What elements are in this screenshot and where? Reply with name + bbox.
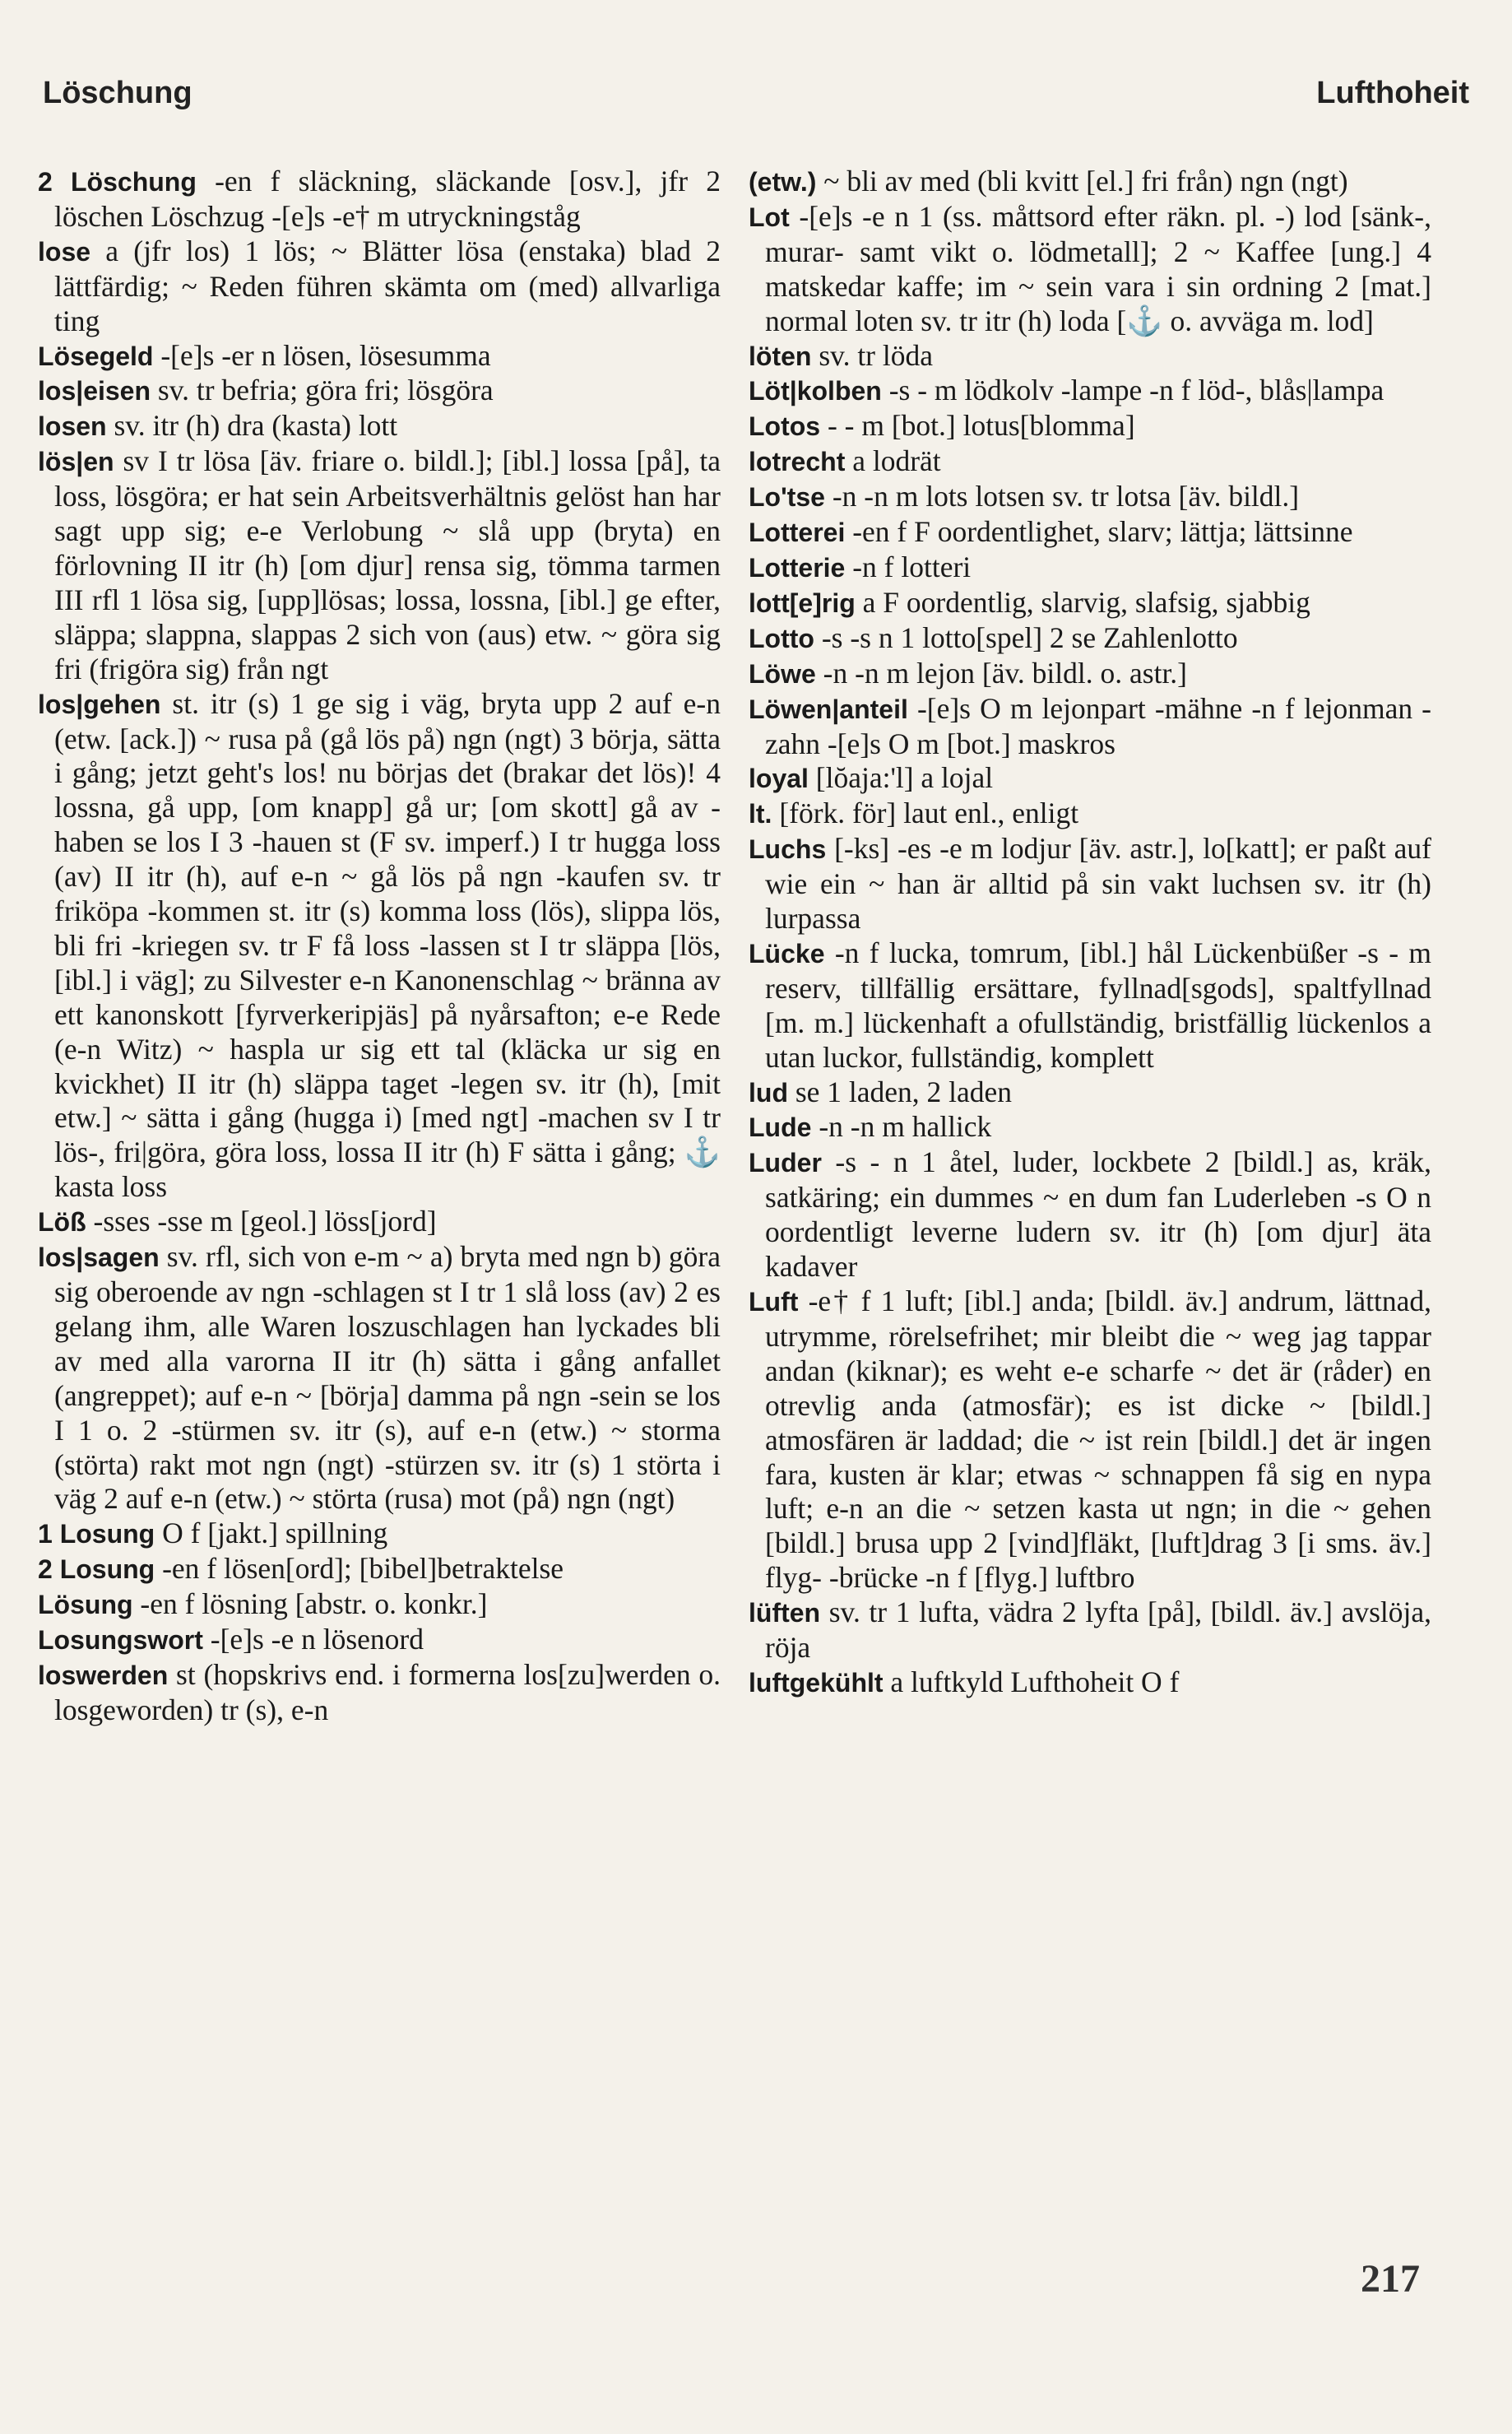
entry: Luder -s - n 1 åtel, luder, lockbete 2 [bildl.] as, kräk, satkäring; ein dummes ~ en dum fan Luderleben -s O n oordentligt leverne ludern sv. itr (h) [om djur] äta kadaver xyxy=(749,1145,1431,1284)
entry: Löwen|anteil -[e]s O m lejonpart -mähne -n f lejonman -zahn -[e]s O m [bot.] maskros xyxy=(749,691,1431,760)
headword: Löß xyxy=(38,1207,86,1238)
headword: los|eisen xyxy=(38,376,151,406)
headword: Lotto xyxy=(749,623,814,653)
headword: Löwen|anteil xyxy=(749,694,908,724)
entry: los|sagen sv. rfl, sich von e-m ~ a) bryta med ngn b) göra sig oberoende av ngn -schlagen st I tr 1 slå loss (av) 2 es gelang ihm, alle Waren loszuschlagen han lyckades bli av med alla varorna II itr (h) sätta i gång anfallet (angreppet); auf e-n ~ [börja] damma på ngn -sein se los I 1 o. 2 -stürmen sv. itr (s), auf e-n (etw.) ~ storma (störta) rakt mot ngn (ngt) -stürzen sv. itr (s) 1 störta i väg 2 auf e-n (etw.) ~ störta (rusa) mot (på) ngn (ngt) xyxy=(38,1240,721,1516)
entry: lös|en sv I tr lösa [äv. friare o. bildl.]; [ibl.] lossa [på], ta loss, lösgöra; er hat sein Arbeitsverhältnis gelöst han har sagt upp sig; e-e Verlobung ~ slå upp (bryta) en förlovning II itr (h) [om djur] rensa sig, tömma tarmen III rfl 1 lösa sig, [upp]lösas; lossa, lossna, [ibl.] ge efter, släppa; slappna, slappas 2 sich von (aus) etw. ~ göra sig fri (frigöra sig) från ngt xyxy=(38,444,721,685)
headword: loyal xyxy=(749,764,809,794)
headword: Lösegeld xyxy=(38,341,154,371)
entry: Lotterie -n f lotteri xyxy=(749,550,972,583)
entry: Lotto -s -s n 1 lotto[spel] 2 se Zahlenlotto xyxy=(749,620,1238,654)
entry: lud se 1 laden, 2 laden xyxy=(749,1075,1013,1108)
headword: lotrecht xyxy=(749,447,846,477)
headword: Luchs xyxy=(749,834,827,865)
headword: lös|en xyxy=(38,447,114,477)
headword: Lotterie xyxy=(749,552,846,583)
header-left-guideword: Löschung xyxy=(43,76,192,110)
headword: luftgekühlt xyxy=(749,1667,884,1698)
headword: Lude xyxy=(749,1112,812,1143)
headword: lott[e]rig xyxy=(749,588,856,618)
headword: los|gehen xyxy=(38,689,161,719)
headword: loswerden xyxy=(38,1660,169,1690)
headword: Lot xyxy=(749,202,790,232)
entry: Lo'tse -n -n m lots lotsen sv. tr lotsa [äv. bildl.] xyxy=(749,480,1300,513)
entry: Löt|kolben -s - m lödkolv -lampe -n f löd-, blås|lampa xyxy=(749,374,1384,407)
headword: Löwe xyxy=(749,658,816,689)
headword: lud xyxy=(749,1077,788,1108)
left-column xyxy=(38,165,721,1728)
headword: Lo'tse xyxy=(749,482,825,513)
entry: loyal [lŏaja:'l] a lojal xyxy=(749,761,994,795)
headword: Löt|kolben xyxy=(749,376,882,406)
headword: lüften xyxy=(749,1598,821,1628)
headword: losen xyxy=(38,411,107,442)
header-right-guideword: Lufthoheit xyxy=(1316,76,1469,110)
entry: Luft -e† f 1 luft; [ibl.] anda; [bildl. äv.] andrum, lättnad, utrymme, rörelsefrihet; mir bleibt die ~ weg jag tappar andan (kiknar); es weht e-e scharfe ~ det är (råder) en otrevlig anda (atmosfär); es ist dicke ~ [bildl.] atmosfären är laddad; die ~ ist rein [bildl.] det är ingen fara, kusten är klar; etwas ~ schnappen få sig en nypa luft; e-n an die ~ setzen kasta ut ngn; in die ~ gehen [bildl.] brusa upp 2 [vind]fläkt, [luft]drag 3 [i sms. äv.] flyg- -brücke -n f [flyg.] luftbro xyxy=(749,1284,1431,1595)
entry: lüften sv. tr 1 lufta, vädra 2 lyfta [på], [bildl. äv.] avslöja, röja xyxy=(749,1596,1431,1665)
entry: lotrecht a lodrät xyxy=(749,444,941,478)
entry: 2 Löschung -en f släckning, släckande [osv.], jfr 2 löschen Löschzug -[e]s -e† m utryckningståg xyxy=(38,165,721,233)
headword: Lotterei xyxy=(749,518,846,548)
entry: Lot -[e]s -e n 1 (ss. måttsord efter räkn. pl. -) lod [sänk-, murar- samt vikt o. lödmetall]; 2 ~ Kaffee [ung.] 4 matskedar kaffe; im ~ sein vara i sin ordning 2 [mat.] normal loten sv. tr itr (h) loda [⚓ o. avväga m. lod] xyxy=(749,199,1431,337)
headword: Luft xyxy=(749,1287,799,1317)
headword: (etw.) xyxy=(749,167,817,197)
headword: 2 Löschung xyxy=(38,167,197,197)
entry: Löß -sses -sse m [geol.] löss[jord] xyxy=(38,1205,437,1238)
entry: Luchs [-ks] -es -e m lodjur [äv. astr.], lo[katt]; er paßt auf wie ein ~ han är alltid på sin vakt luchsen sv. itr (h) lurpassa xyxy=(749,832,1431,936)
entry: los|gehen st. itr (s) 1 ge sig i väg, bryta upp 2 auf e-n (etw. [ack.]) ~ rusa på (gå lös på) ngn (ngt) 3 börja, sätta i gång; jetzt geht's los! nu börjas det (brakar det lös)! 4 lossna, gå upp, [om knapp] gå ur; [om skott] gå av -haben se los I 3 -hauen st (F sv. imperf.) I tr hugga loss (av) II itr (h), auf e-n ~ gå lös på ngn -kaufen sv. tr friköpa -kommen st. itr (s) komma loss (lös), slippa lös, bli fri -kriegen sv. tr F få loss -lassen st I tr släppa [lös, [ibl.] i väg]; zu Silvester e-n Kanonenschlag ~ bränna av ett kanonskott [fyrverkeripjäs] på nyårsafton; e-e Rede (e-n Witz) ~ haspla ur sig ett tal (kläcka ur sig en kvickhet) II itr (h) släppa taget -legen sv. itr (h), [mit etw.] ~ sätta i gång (hugga i) [med ngt] -machen sv I tr lös-, fri|göra, göra loss, lossa II itr (h) F sätta i gång; ⚓ kasta loss xyxy=(38,686,721,1204)
headword: 1 Losung xyxy=(38,1519,155,1549)
right-column xyxy=(749,165,1431,1701)
headword: Lücke xyxy=(749,938,825,968)
entry: lt. [förk. för] laut enl., enligt xyxy=(749,797,1079,830)
entry: lose a (jfr los) 1 lös; ~ Blätter lösa (enstaka) blad 2 lättfärdig; ~ Reden führen skämta om (med) allvarliga ting xyxy=(38,234,721,337)
entry: (etw.) ~ bli av med (bli kvitt [el.] fri från) ngn (ngt) xyxy=(749,165,1348,197)
headword: lose xyxy=(38,236,91,267)
headword: Luder xyxy=(749,1148,822,1178)
entry: Lotos - - m [bot.] lotus[blomma] xyxy=(749,409,1135,443)
headword: Losungswort xyxy=(38,1625,203,1656)
entry: los|eisen sv. tr befria; göra fri; lösgöra xyxy=(38,374,494,407)
entry: 1 Losung O f [jakt.] spillning xyxy=(38,1517,388,1550)
entry: Losungswort -[e]s -e n lösenord xyxy=(38,1623,424,1656)
headword: lt. xyxy=(749,799,772,829)
entry: Lude -n -n m hallick xyxy=(749,1110,992,1144)
entry: Lücke -n f lucka, tomrum, [ibl.] hål Lückenbüßer -s - m reserv, tillfällig ersättare, fyllnad[sgods], spaltfyllnad [m. m.] lückenhaft a ofullständig, bristfällig lückenlos a utan luckor, fullständig, komplett xyxy=(749,936,1431,1074)
entry: Löwe -n -n m lejon [äv. bildl. o. astr.] xyxy=(749,656,1188,690)
entry: lott[e]rig a F oordentlig, slarvig, slafsig, sjabbig xyxy=(749,585,1310,619)
headword: Lösung xyxy=(38,1590,133,1620)
entry: luftgekühlt a luftkyld Lufthoheit O f xyxy=(749,1665,1180,1698)
headword: löten xyxy=(749,341,812,371)
running-header xyxy=(43,76,1469,111)
entry: losen sv. itr (h) dra (kasta) lott xyxy=(38,409,398,443)
entry: Lotterei -en f F oordentlighet, slarv; lättja; lättsinne xyxy=(749,515,1353,549)
entry: löten sv. tr löda xyxy=(749,338,934,372)
headword: los|sagen xyxy=(38,1243,160,1273)
entry: loswerden st (hopskrivs end. i formerna los[zu]werden o. losgeworden) tr (s), e-n xyxy=(38,1657,721,1726)
entry: Lösung -en f lösning [abstr. o. konkr.] xyxy=(38,1587,488,1621)
headword: 2 Losung xyxy=(38,1554,155,1585)
headword: Lotos xyxy=(749,411,821,442)
entry: 2 Losung -en f lösen[ord]; [bibel]betraktelse xyxy=(38,1552,564,1586)
page-number: 217 xyxy=(1361,2257,1420,2301)
entry: Lösegeld -[e]s -er n lösen, lösesumma xyxy=(38,338,491,372)
